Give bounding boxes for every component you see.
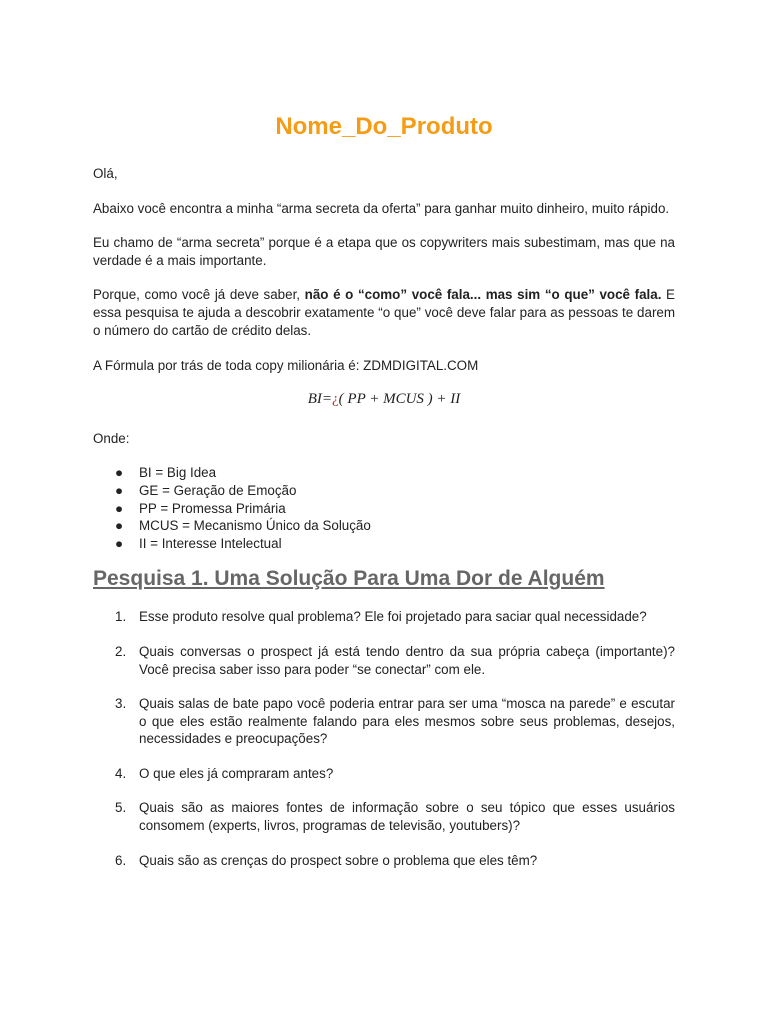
question-item — [93, 608, 675, 626]
question-number: 6. — [115, 852, 127, 868]
question-text: Esse produto resolve qual problema? Ele foi projetado para saciar qual necessidade? — [139, 609, 647, 625]
formula-left: BI= — [307, 390, 332, 407]
definition-text: II = Interesse Intelectual — [139, 535, 282, 551]
definition-text: BI = Big Idea — [139, 465, 217, 481]
question-number: 3. — [115, 696, 127, 712]
bullet-icon: ● — [115, 500, 124, 516]
question-number: 2. — [115, 643, 127, 659]
question-text: Quais são as maiores fontes de informação sobre o seu tópico que esses usuários consomem (experts, livros, programas de televisão, youtubers)? — [139, 800, 675, 834]
paragraph-bold-text: não é o “como” você fala... mas sim “o que” você fala. — [304, 287, 662, 303]
question-text: Quais conversas o prospect já está tendo dentro da sua própria cabeça (importante)? Você precisa saber isso para poder “se conectar” com ele. — [139, 643, 675, 677]
list-item — [115, 517, 675, 535]
what-you-say-paragraph — [93, 286, 675, 339]
bullet-icon: ● — [115, 518, 124, 534]
paragraph-text-end: E essa pesquisa te ajuda a descobrir exatamente “o que” você deve falar para as pessoas te darem o número do cartão de crédito delas. — [93, 287, 675, 338]
question-number: 1. — [115, 609, 127, 625]
paragraph-text-start: Porque, como você já deve saber, — [93, 287, 305, 303]
question-item — [93, 765, 675, 783]
question-number: 4. — [115, 765, 127, 781]
formula-right: ( PP + MCUS ) + II — [338, 390, 461, 407]
question-number: 5. — [115, 800, 127, 816]
question-item — [93, 643, 675, 678]
onde-label: Onde: — [93, 430, 130, 446]
list-item — [115, 535, 675, 553]
question-text: Quais são as crenças do prospect sobre o problema que eles têm? — [139, 852, 538, 868]
questions-list — [93, 608, 675, 869]
list-item — [115, 464, 675, 482]
question-item — [93, 799, 675, 834]
formula-intro-paragraph: A Fórmula por trás de toda copy milionária é: ZDMDIGITAL.COM — [93, 358, 479, 374]
question-item — [93, 852, 675, 870]
section-heading: Pesquisa 1. Uma Solução Para Uma Dor de Alguém — [93, 567, 605, 591]
intro-paragraph: Abaixo você encontra a minha “arma secreta da oferta” para ganhar muito dinheiro, muito rápido. — [93, 200, 670, 216]
formula-mid: ¿ — [331, 390, 339, 407]
list-item — [115, 482, 675, 500]
secret-weapon-paragraph: Eu chamo de “arma secreta” porque é a etapa que os copywriters mais subestimam, mas que na verdade é a mais importante. — [93, 235, 675, 268]
list-item — [115, 500, 675, 518]
bullet-icon: ● — [115, 482, 124, 498]
definitions-list — [93, 464, 675, 552]
question-text: Quais salas de bate papo você poderia entrar para ser uma “mosca na parede” e escutar o que eles estão realmente falando para eles mesmos sobre seus problemas, desejos, necessidades e preocupações? — [139, 696, 675, 747]
question-item — [93, 695, 675, 748]
question-text: O que eles já compraram antes? — [139, 765, 334, 781]
bullet-icon: ● — [115, 465, 124, 481]
document-title: Nome_Do_Produto — [275, 113, 493, 140]
definition-text: MCUS = Mecanismo Único da Solução — [139, 518, 371, 534]
definition-text: GE = Geração de Emoção — [139, 482, 297, 498]
greeting-text: Olá, — [93, 166, 118, 181]
definition-text: PP = Promessa Primária — [139, 500, 286, 516]
bullet-icon: ● — [115, 535, 124, 551]
formula — [93, 389, 675, 409]
